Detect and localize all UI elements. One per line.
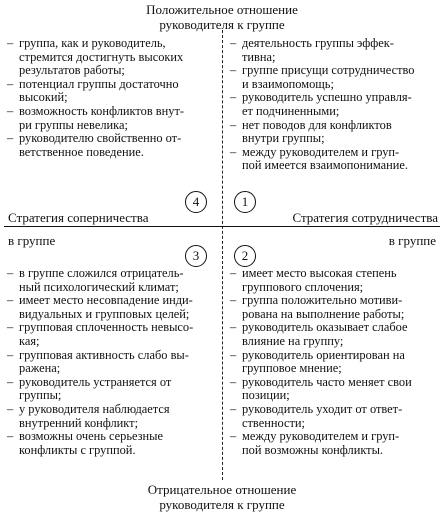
strategy-cooperation-label: Стратегия сотрудничества bbox=[292, 210, 438, 225]
title-positive-attitude: Положительное отношение руководителя к группе bbox=[146, 2, 298, 32]
list-item: – имеет место высокая степень группового сплочения; bbox=[229, 267, 441, 294]
list-item: – руководитель успешно управля- ет подчиненными; bbox=[229, 91, 441, 118]
strategy-rivalry-label: Стратегия соперничества bbox=[8, 210, 149, 225]
list-item: – возможность конфликтов внут- ри группы невелика; bbox=[6, 105, 218, 132]
quadrant-2-list bbox=[229, 267, 441, 457]
quadrant-number-2: 2 bbox=[234, 245, 256, 267]
list-item: – руководитель устраняется от группы; bbox=[6, 376, 218, 403]
quadrant-3-list bbox=[6, 267, 218, 457]
list-item: – между руководителем и груп- пой имеется взаимопонимание. bbox=[229, 146, 441, 173]
list-item: – группа положительно мотиви- рована на выполнение работы; bbox=[229, 294, 441, 321]
quadrant-1-list bbox=[229, 37, 441, 173]
list-item: – возможны очень серьезные конфликты с группой. bbox=[6, 430, 218, 457]
quadrant-number-3: 3 bbox=[185, 245, 207, 267]
list-item: – руководитель ориентирован на групповое мнение; bbox=[229, 349, 441, 376]
list-item: – нет поводов для конфликтов внутри группы; bbox=[229, 119, 441, 146]
list-item: – групповая сплоченность невысо- кая; bbox=[6, 321, 218, 348]
list-item: – руководитель часто меняет свои позиции; bbox=[229, 376, 441, 403]
list-item: – группе присущи сотрудничество и взаимопомощь; bbox=[229, 64, 441, 91]
list-item: – группа, как и руководитель, стремится достигнуть высоких результатов работы; bbox=[6, 37, 218, 78]
in-group-label-left: в группе bbox=[8, 233, 56, 248]
quadrant-4-list bbox=[6, 37, 218, 159]
vertical-axis bbox=[222, 30, 223, 480]
horizontal-axis bbox=[4, 226, 440, 227]
list-item: – потенциал группы достаточно высокий; bbox=[6, 78, 218, 105]
list-item: – руководителю свойственно от- ветственное поведение. bbox=[6, 132, 218, 159]
list-item: – у руководителя наблюдается внутренний конфликт; bbox=[6, 403, 218, 430]
quadrant-number-4: 4 bbox=[185, 191, 207, 213]
list-item: – групповая активность слабо вы- ражена; bbox=[6, 349, 218, 376]
list-item: – руководитель оказывает слабое влияние на группу; bbox=[229, 321, 441, 348]
list-item: – в группе сложился отрицатель- ный психологический климат; bbox=[6, 267, 218, 294]
list-item: – между руководителем и груп- пой возможны конфликты. bbox=[229, 430, 441, 457]
title-negative-attitude: Отрицательное отношение руководителя к группе bbox=[147, 482, 297, 512]
quadrant-number-1: 1 bbox=[234, 191, 256, 213]
list-item: – деятельность группы эффек- тивна; bbox=[229, 37, 441, 64]
list-item: – руководитель уходит от ответ- ственности; bbox=[229, 403, 441, 430]
in-group-label-right: в группе bbox=[388, 233, 436, 248]
list-item: – имеет место несовпадение инди- видуальных и групповых целей; bbox=[6, 294, 218, 321]
